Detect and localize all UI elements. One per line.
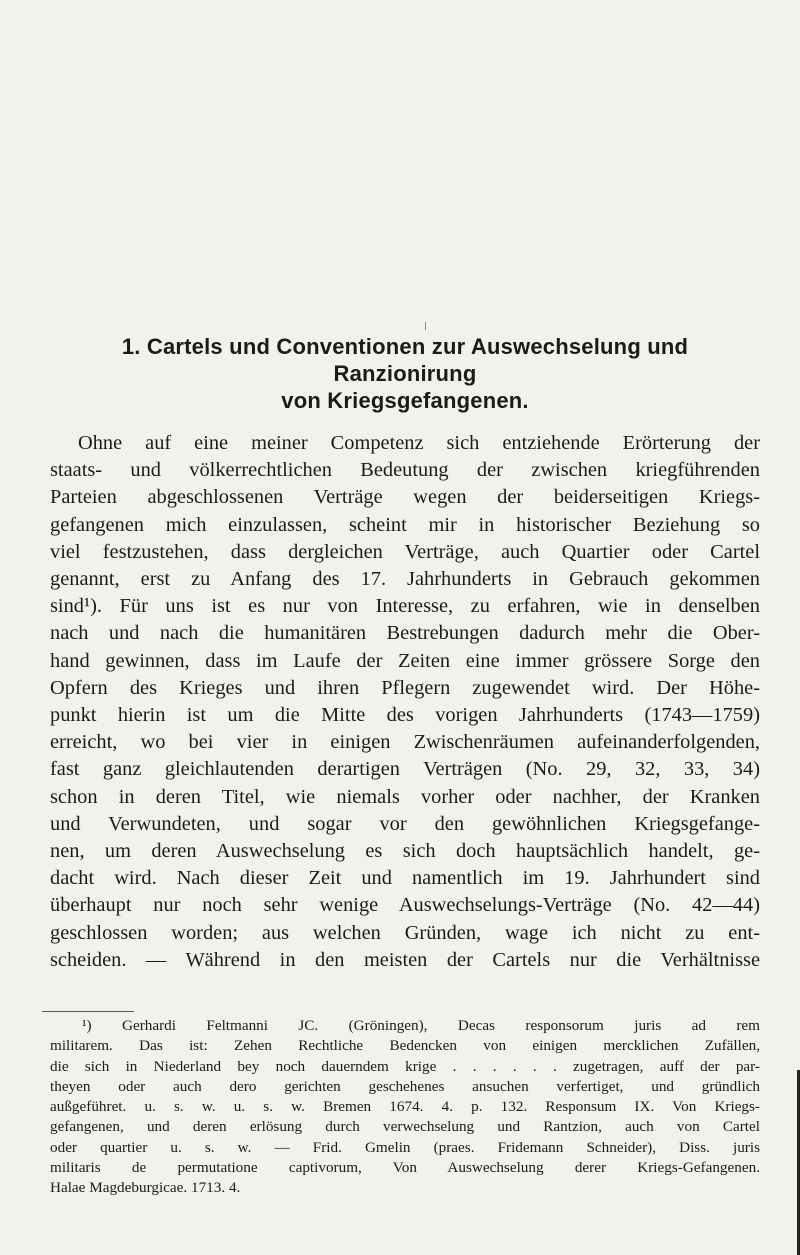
footnote-line: militarem. Das ist: Zehen Rechtliche Bedencken von einigen mercklichen Zufällen, — [50, 1037, 760, 1055]
footnote-line: gefangenen, und deren erlösung durch verwechselung und Rantzion, auch von Cartel — [50, 1118, 760, 1136]
body-paragraph — [50, 430, 760, 974]
body-line: und Verwundeten, und sogar vor den gewöhnlichen Kriegsgefange- — [50, 812, 760, 835]
footnote-line: oder quartier u. s. w. — Frid. Gmelin (praes. Fridemann Schneider), Diss. juris — [50, 1138, 760, 1156]
body-line: überhaupt nur noch sehr wenige Auswechselungs-Verträge (No. 42—44) — [50, 894, 760, 917]
body-line: genannt, erst zu Anfang des 17. Jahrhunderts in Gebrauch gekommen — [50, 568, 760, 591]
body-line: hand gewinnen, dass im Laufe der Zeiten eine immer grössere Sorge den — [50, 649, 760, 672]
section-heading — [50, 333, 760, 414]
body-line: schon in deren Titel, wie niemals vorher oder nachher, der Kranken — [50, 785, 760, 808]
body-line: Ohne auf eine meiner Competenz sich entziehende Erörterung der — [78, 432, 760, 454]
body-line: Opfern des Krieges und ihren Pflegern zugewendet wird. Der Höhe- — [50, 676, 760, 699]
footnote — [50, 1016, 760, 1199]
footnote-line: militaris de permutatione captivorum, Von Auswechselung derer Kriegs-Gefangenen. — [50, 1159, 760, 1177]
body-line: gefangenen mich einzulassen, scheint mir in historischer Beziehung so — [50, 513, 760, 536]
heading-line-1: 1. Cartels und Conventionen zur Auswechselung und Ranzionirung — [121, 334, 689, 386]
footnote-divider — [42, 1011, 134, 1012]
body-line: geschlossen worden; aus welchen Gründen, wage ich nicht zu ent- — [50, 921, 760, 944]
footnote-line: ¹) Gerhardi Feltmanni JC. (Gröningen), Decas responsorum juris ad rem — [82, 1017, 760, 1034]
heading-line-2: von Kriegsgefangenen. — [281, 388, 529, 413]
body-line: Parteien abgeschlossenen Verträge wegen der beiderseitigen Kriegs- — [50, 486, 760, 509]
body-line: nen, um deren Auswechselung es sich doch hauptsächlich handelt, ge- — [50, 840, 760, 863]
footnote-line: theyen oder auch dero gerichten geschehenes ansuchen verfertiget, und gründlich — [50, 1077, 760, 1095]
page-content — [50, 333, 760, 974]
body-line: dacht wird. Nach dieser Zeit und namentlich im 19. Jahrhundert sind — [50, 867, 760, 890]
body-line: viel festzustehen, dass dergleichen Verträge, auch Quartier oder Cartel — [50, 540, 760, 563]
body-line: fast ganz gleichlautenden derartigen Verträgen (No. 29, 32, 33, 34) — [50, 758, 760, 781]
body-line: erreicht, wo bei vier in einigen Zwischenräumen aufeinanderfolgenden, — [50, 731, 760, 754]
body-line: nach und nach die humanitären Bestrebungen dadurch mehr die Ober- — [50, 622, 760, 645]
body-line: sind¹). Für uns ist es nur von Interesse, zu erfahren, wie in denselben — [50, 595, 760, 618]
body-line: scheiden. — Während in den meisten der Cartels nur die Verhältnisse — [50, 948, 760, 971]
margin-tick-mark — [425, 322, 426, 330]
footnote-line: die sich in Niederland bey noch dauerndem krige . . . . . . zugetragen, auff der par- — [50, 1057, 760, 1075]
footnote-line: außgeführet. u. s. w. u. s. w. Bremen 1674. 4. p. 132. Responsum IX. Von Kriegs- — [50, 1098, 760, 1116]
footnote-line: Halae Magdeburgicae. 1713. 4. — [50, 1179, 241, 1197]
body-line: punkt hierin ist um die Mitte des vorigen Jahrhunderts (1743—1759) — [50, 704, 760, 727]
body-line: staats- und völkerrechtlichen Bedeutung der zwischen kriegführenden — [50, 459, 760, 482]
